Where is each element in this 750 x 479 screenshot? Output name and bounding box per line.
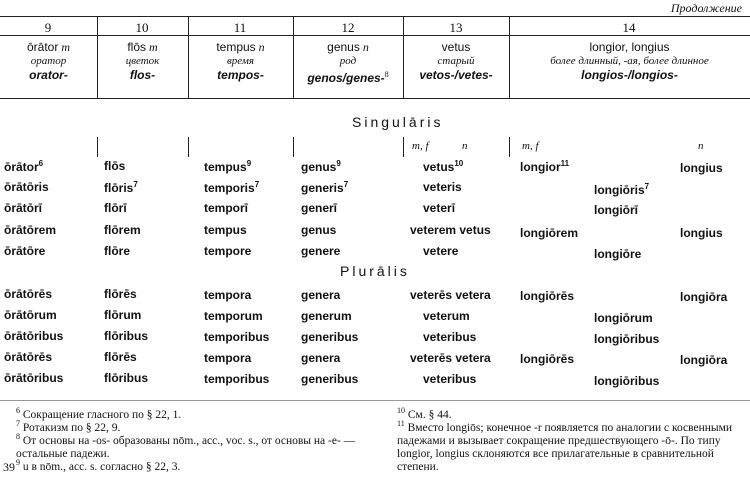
cell-c13: veterī [423, 201, 456, 215]
cell-c11: tempora [204, 288, 252, 302]
cell-c12: genera [301, 351, 341, 365]
cell-c10: flōs [104, 159, 126, 173]
cell-c12: generī [301, 201, 338, 215]
translation-col-9: оратор [30, 55, 67, 67]
col-number-9: 9 [44, 20, 52, 35]
cell-c12: genus [301, 223, 337, 237]
cell-c11: tempora [204, 351, 252, 365]
continuation-label: Продолжение [670, 1, 742, 15]
translation-col-11: время [226, 55, 255, 67]
cell-c10: flōrēs [104, 350, 137, 364]
cell-c11: tempus [204, 223, 247, 237]
cell-c9: ōrātōrum [4, 308, 57, 322]
footnote-separator [0, 400, 750, 401]
cell-c11: tempore [204, 244, 252, 258]
stem-footnote-ref-8: 8 [384, 70, 389, 79]
footnote-6: $^6$ Сокращение гласного по § 22, 1. [16, 406, 182, 421]
cell-c9: ōrātōrī [4, 201, 43, 215]
translation-col-13: старый [437, 55, 475, 67]
row-stub-4 [403, 137, 404, 157]
stem-col-10: flos- [129, 68, 156, 82]
footnote-7: $^7$ Ротакизм по § 22, 9. [16, 419, 121, 434]
cell-c9: ōrātor$^6$ [4, 159, 44, 174]
translation-col-12: род [339, 55, 357, 67]
footnote-10: $^{10}$ См. § 44. [397, 406, 452, 421]
cell-c13: veteribus [423, 372, 477, 386]
gender-col-11: n [258, 40, 265, 54]
cell-c10: flōrum [104, 308, 142, 322]
stem-col-11: tempos- [217, 68, 264, 82]
header-col-13 [403, 40, 509, 82]
page-number: 39 [3, 460, 15, 474]
gender-col-10: m [149, 40, 158, 54]
cell-c14c: longius [680, 226, 723, 240]
cell-c9: ōrātōre [4, 244, 46, 258]
header-col-10 [97, 40, 188, 82]
cell-c10: flōribus [104, 371, 148, 385]
footnote-9: $^9$ u в nōm., acc. s. согласно § 22, 3. [16, 458, 181, 473]
gender-mark-14-n: n [698, 140, 704, 152]
stem-col-12: genos/genes- [307, 71, 385, 85]
cell-c14c: longiōra [680, 353, 728, 367]
cell-c9: ōrātōribus [4, 371, 64, 385]
col-number-14: 14 [622, 20, 636, 35]
cell-c9: ōrātōribus [4, 329, 64, 343]
cell-c11: tempus$^9$ [204, 159, 252, 174]
cell-c12: generibus [301, 372, 359, 386]
word-col-9: ōrātor [26, 40, 59, 54]
cell-c13: veterēs vetera [410, 351, 491, 365]
stem-col-13: vetos-/vetes- [419, 68, 493, 82]
cell-c9: ōrātōrēs [4, 350, 53, 364]
cell-c11: temporī [204, 201, 249, 215]
cell-c9: ōrātōris [4, 180, 49, 194]
gender-col-12: n [362, 40, 369, 54]
translation-col-14: более длинный, -ая, более длинное [550, 55, 709, 67]
cell-c12: generibus [301, 330, 359, 344]
cell-c14a: longior$^{11}$ [520, 159, 570, 174]
header-col-11 [188, 40, 293, 82]
section-pluralis: Plurālis [340, 263, 410, 279]
cell-c12: genere [301, 244, 341, 258]
gender-mark-13-mf: m, f [412, 140, 429, 152]
stem-col-9: orator- [29, 68, 68, 82]
cell-c10: flōrī [104, 201, 127, 215]
cell-c14b: longiōrī [594, 203, 638, 217]
col-number-12: 12 [341, 20, 355, 35]
col-number-10: 10 [135, 20, 149, 35]
cell-c14b: longiōribus [594, 332, 660, 346]
cell-c14b: longiōrum [594, 311, 653, 325]
cell-c12: generum [301, 309, 352, 323]
cell-c13: veterum [423, 309, 470, 323]
gender-col-9: m [61, 40, 71, 54]
cell-c10: flōris$^7$ [104, 180, 138, 195]
row-stub-1 [97, 137, 98, 157]
header-col-14 [509, 40, 750, 82]
row-stub-3 [293, 137, 294, 157]
cell-c13: veterēs vetera [410, 288, 491, 302]
cell-c14a: longiōrēs [520, 289, 575, 303]
table-top-rule [0, 16, 750, 17]
cell-c10: flōrem [104, 223, 141, 237]
gender-mark-13-n: n [462, 140, 468, 152]
cell-c10: flōre [104, 244, 131, 258]
stem-col-14: longios-/longios- [581, 68, 678, 82]
col-number-13: 13 [449, 20, 463, 35]
cell-c14a: longiōrem [520, 226, 579, 240]
footnote-11: $^{11}$ Вместо longiōs; конечное -r появляется по аналогии с косвенными падежами и вызывает сокращение предшествующего -ō-. По типу longior, longius склоняются все прилагательные в сравнительной степени. [397, 419, 733, 473]
cell-c13: veteris [423, 180, 462, 194]
cell-c14b: longiōre [594, 247, 642, 261]
cell-c11: temporis$^7$ [204, 180, 260, 195]
gender-mark-14-mf: m, f [522, 140, 539, 152]
word-col-12: genus [327, 40, 360, 54]
cell-c9: ōrātōrēs [4, 287, 53, 301]
cell-c14b: longiōris$^7$ [594, 182, 650, 197]
cell-c9: ōrātōrem [4, 223, 57, 237]
word-col-11: tempus [216, 40, 256, 54]
word-col-13: vetus [441, 40, 471, 54]
section-singularis: Singulāris [352, 114, 444, 130]
row-stub-5 [509, 137, 510, 157]
cell-c13: vetere [423, 244, 459, 258]
cell-c14b: longiōribus [594, 374, 660, 388]
cell-c12: generis$^7$ [301, 180, 349, 195]
word-col-10: flōs [127, 40, 146, 54]
header-col-9 [0, 40, 97, 82]
cell-c11: temporibus [204, 372, 270, 386]
cell-c12: genera [301, 288, 341, 302]
cell-c13: veterem vetus [410, 223, 491, 237]
col-number-11: 11 [233, 20, 247, 35]
cell-c10: flōribus [104, 329, 148, 343]
cell-c14c: longiōra [680, 290, 728, 304]
footnote-8: $^8$ От основы на -os- образованы nōm., acc., voc. s., от основы на -e- — остальные падежи. [16, 432, 356, 460]
cell-c14a: longiōrēs [520, 352, 575, 366]
cell-c11: temporum [204, 309, 263, 323]
cell-c14c: longius [680, 161, 723, 175]
cell-c13: veteribus [423, 330, 477, 344]
cell-c11: temporibus [204, 330, 270, 344]
cell-c12: genus$^9$ [301, 159, 341, 174]
cell-c10: flōrēs [104, 287, 137, 301]
translation-col-10: цветок [125, 55, 160, 67]
word-col-14: longior, longius [589, 40, 670, 54]
header-bottom-rule [0, 98, 750, 99]
row-stub-2 [188, 137, 189, 157]
cell-c13: vetus$^{10}$ [423, 159, 464, 174]
header-col-12 [293, 40, 403, 85]
